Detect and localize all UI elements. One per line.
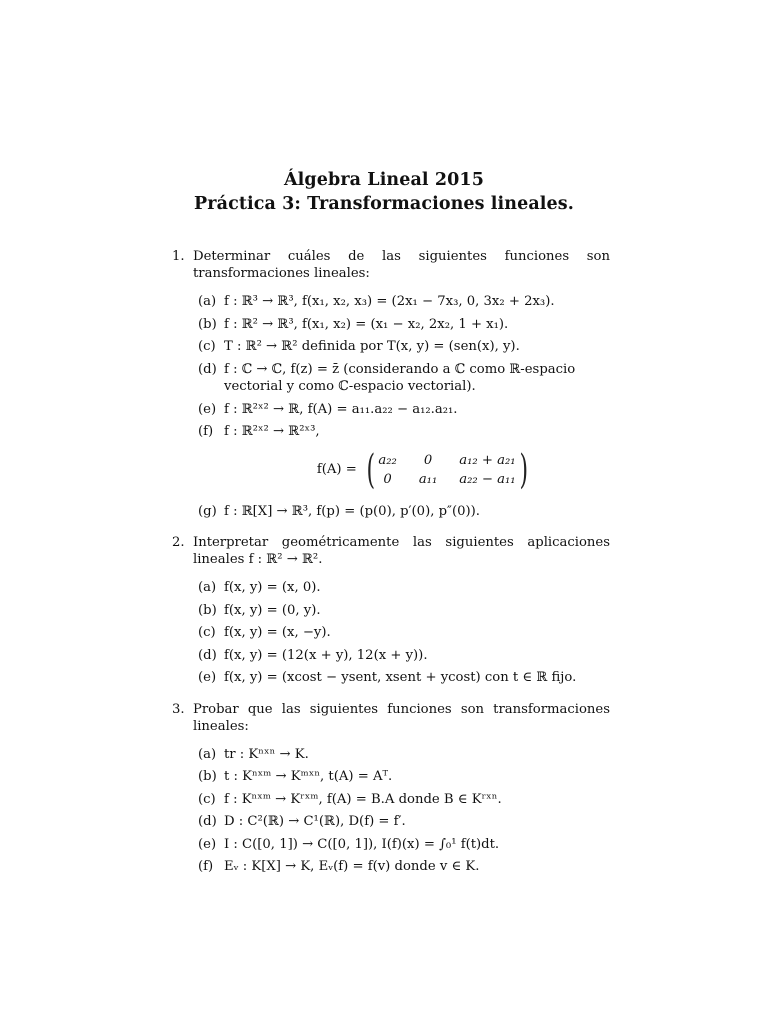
problem-2 <box>172 534 610 687</box>
list-item <box>198 791 610 809</box>
item-text: Eᵥ : K[X] → K, Eᵥ(f) = f(v) donde v ∈ K. <box>224 859 480 874</box>
item-text: T : ℝ² → ℝ² definida por T(x, y) = (sen(x), y). <box>224 339 520 354</box>
matrix-cell: a₂₂ <box>378 452 397 468</box>
item-text: t : Kⁿˣᵐ → Kᵐˣⁿ, t(A) = Aᵀ. <box>224 769 393 784</box>
list-item <box>198 316 610 334</box>
item-text: I : C([0, 1]) → C([0, 1]), I(f)(x) = ∫₀¹ f(t)dt. <box>224 836 500 852</box>
left-paren-icon: ( <box>366 446 375 493</box>
item-text: f(x, y) = (0, y). <box>224 602 321 618</box>
list-item <box>198 624 610 642</box>
list-item <box>198 602 610 620</box>
item-text: f(x, y) = (x, −y). <box>224 625 331 640</box>
practice-title: Práctica 3: Transformaciones lineales. <box>194 194 574 214</box>
item-label: (f) <box>198 424 214 439</box>
item-label: (b) <box>198 769 217 784</box>
list-item <box>198 813 610 831</box>
list-item <box>198 858 610 876</box>
problem-number: 2. <box>172 535 185 550</box>
problem-1 <box>172 248 610 520</box>
problem-statement: Interpretar geométricamente las siguientes aplicaciones lineales f : ℝ² → ℝ². <box>193 535 610 567</box>
item-label: (c) <box>198 625 216 640</box>
item-text: f : ℝ[X] → ℝ³, f(p) = (p(0), p′(0), p″(0)). <box>224 503 480 519</box>
matrix-equation <box>198 446 610 493</box>
problem-statement: Determinar cuáles de las siguientes funciones son transformaciones lineales: <box>193 249 610 281</box>
list-item <box>198 768 610 786</box>
item-text: f : ℝ²ˣ² → ℝ, f(A) = a₁₁.a₂₂ − a₁₂.a₂₁. <box>224 401 458 417</box>
item-text: f(x, y) = (12(x + y), 12(x + y)). <box>224 647 428 663</box>
matrix-cell: a₁₁ <box>418 471 438 487</box>
item-label: (e) <box>198 670 217 685</box>
list-item <box>198 647 610 665</box>
list-item <box>198 293 610 311</box>
item-text: f : Kⁿˣᵐ → Kʳˣᵐ, f(A) = B.A donde B ∈ Kʳˣⁿ. <box>224 791 502 807</box>
item-label: (d) <box>198 814 217 829</box>
item-text: f(x, y) = (x, 0). <box>224 580 321 595</box>
problem-list <box>172 248 610 890</box>
item-label: (a) <box>198 746 217 762</box>
item-text: D : C²(ℝ) → C¹(ℝ), D(f) = f′. <box>224 814 406 829</box>
item-label: (a) <box>198 580 217 595</box>
matrix-cell: a₁₂ + a₂₁ <box>459 452 516 468</box>
list-item <box>198 338 610 356</box>
problem-statement: Probar que las siguientes funciones son transformaciones lineales: <box>193 701 610 734</box>
list-item <box>198 503 610 521</box>
title-block <box>0 168 768 216</box>
item-label: (d) <box>198 361 217 377</box>
item-label: (g) <box>198 503 217 519</box>
matrix-cell: 0 <box>423 452 433 468</box>
item-text: f : ℝ² → ℝ³, f(x₁, x₂) = (x₁ − x₂, 2x₂, 1 + x₁). <box>224 316 509 332</box>
problem-3 <box>172 701 610 876</box>
list-item <box>198 579 610 597</box>
list-item <box>198 361 610 396</box>
matrix-cell: 0 <box>383 471 392 487</box>
item-label: (e) <box>198 836 217 852</box>
list-item <box>198 401 610 419</box>
item-label: (a) <box>198 294 217 309</box>
item-label: (d) <box>198 647 217 663</box>
item-list <box>198 579 610 687</box>
problem-number: 1. <box>172 249 185 264</box>
list-item <box>198 669 610 687</box>
course-title: Álgebra Lineal 2015 <box>284 170 484 190</box>
right-paren-icon: ) <box>519 446 528 493</box>
item-label: (f) <box>198 859 214 874</box>
item-list <box>198 746 610 876</box>
problem-number: 3. <box>172 701 185 717</box>
item-text: f : ℝ³ → ℝ³, f(x₁, x₂, x₃) = (2x₁ − 7x₃, 0, 3x₂ + 2x₃). <box>224 294 555 309</box>
item-label: (b) <box>198 316 217 332</box>
item-label: (c) <box>198 339 216 354</box>
list-item <box>198 836 610 854</box>
matrix-lhs: f(A) = <box>316 462 357 477</box>
item-label: (b) <box>198 602 217 618</box>
item-list <box>198 293 610 520</box>
list-item <box>198 423 610 441</box>
item-text: f : ℂ → ℂ, f(z) = z̄ (considerando a ℂ como ℝ-espacio vectorial y como ℂ-espacio vectorial). <box>224 361 576 394</box>
item-text: tr : Kⁿˣⁿ → K. <box>224 746 309 762</box>
list-item <box>198 746 610 764</box>
item-text: f(x, y) = (xcost − ysent, xsent + ycost) con t ∈ ℝ fijo. <box>224 670 577 685</box>
matrix-cell: a₂₂ − a₁₁ <box>459 471 516 487</box>
matrix-grid <box>378 452 515 488</box>
item-text: f : ℝ²ˣ² → ℝ²ˣ³, <box>224 424 320 439</box>
item-label: (e) <box>198 401 217 417</box>
item-label: (c) <box>198 791 216 807</box>
